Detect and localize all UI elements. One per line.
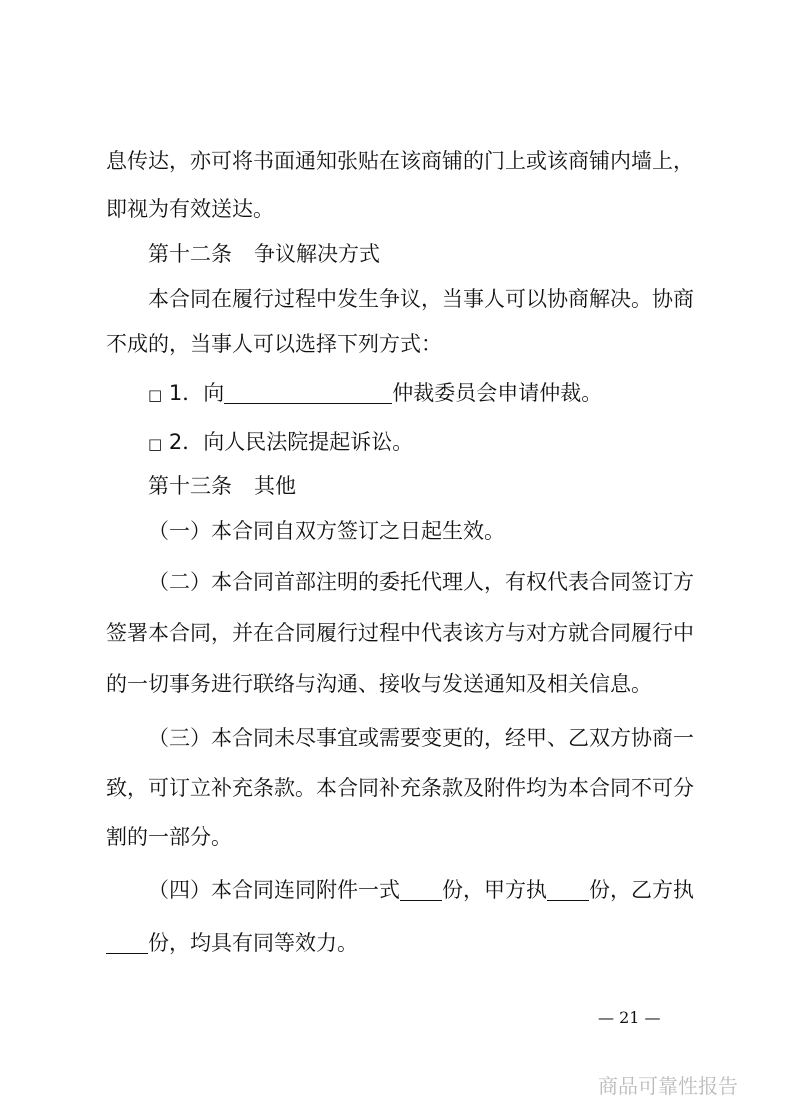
fill-blank-party-b-copies[interactable] <box>106 933 148 954</box>
page-number: — 21 — <box>598 1008 661 1027</box>
article-title: 其他 <box>254 474 296 498</box>
fill-blank-total-copies[interactable] <box>400 880 442 901</box>
clause-text: 份，甲方执 <box>442 878 547 902</box>
clause-line: 致，可订立补充条款。本合同补充条款及附件均为本合同不可分 <box>106 776 694 800</box>
clause-line: （三）本合同未尽事宜或需要变更的，经甲、乙双方协商一 <box>148 726 694 750</box>
clause-text: 份，均具有同等效力。 <box>148 931 358 955</box>
body-line: 息传达，亦可将书面通知张贴在该商铺的门上或该商铺内墙上， <box>106 149 694 173</box>
article-title: 争议解决方式 <box>254 242 380 266</box>
clause-text: （四）本合同连同附件一式 <box>148 878 400 902</box>
clause-text: 份，乙方执 <box>589 878 694 902</box>
clause-line: （二）本合同首部注明的委托代理人，有权代表合同签订方 <box>148 570 694 594</box>
clause-line: 签署本合同，并在合同履行过程中代表该方与对方就合同履行中 <box>106 621 694 645</box>
paragraph-line: 本合同在履行过程中发生争议，当事人可以协商解决。协商 <box>148 287 694 311</box>
clause-line: （一）本合同自双方签订之日起生效。 <box>148 519 505 543</box>
article-number: 第十二条 <box>148 242 232 266</box>
paragraph-line: 不成的，当事人可以选择下列方式： <box>106 332 442 356</box>
option-suffix: 仲裁委员会申请仲裁。 <box>392 381 603 405</box>
option-litigation <box>148 432 413 453</box>
option-arbitration <box>148 383 602 404</box>
body-line: 即视为有效送达。 <box>106 197 274 221</box>
checkbox-square[interactable]: □ <box>148 435 163 453</box>
option-prefix: 1．向 <box>168 381 225 405</box>
article-12-heading <box>148 244 380 265</box>
option-text: 2．向人民法院提起诉讼。 <box>168 430 414 454</box>
clause-copies-cont <box>106 933 358 954</box>
fill-blank-party-a-copies[interactable] <box>547 880 589 901</box>
article-number: 第十三条 <box>148 474 232 498</box>
fill-blank-arbitration-body[interactable] <box>224 383 392 404</box>
checkbox-square[interactable]: □ <box>148 386 163 404</box>
clause-line: 割的一部分。 <box>106 825 232 849</box>
clause-copies <box>148 880 694 901</box>
clause-line: 的一切事务进行联络与沟通、接收与发送通知及相关信息。 <box>106 672 652 696</box>
watermark-text: 商品可靠性报告 <box>598 1074 738 1098</box>
article-13-heading <box>148 476 296 497</box>
